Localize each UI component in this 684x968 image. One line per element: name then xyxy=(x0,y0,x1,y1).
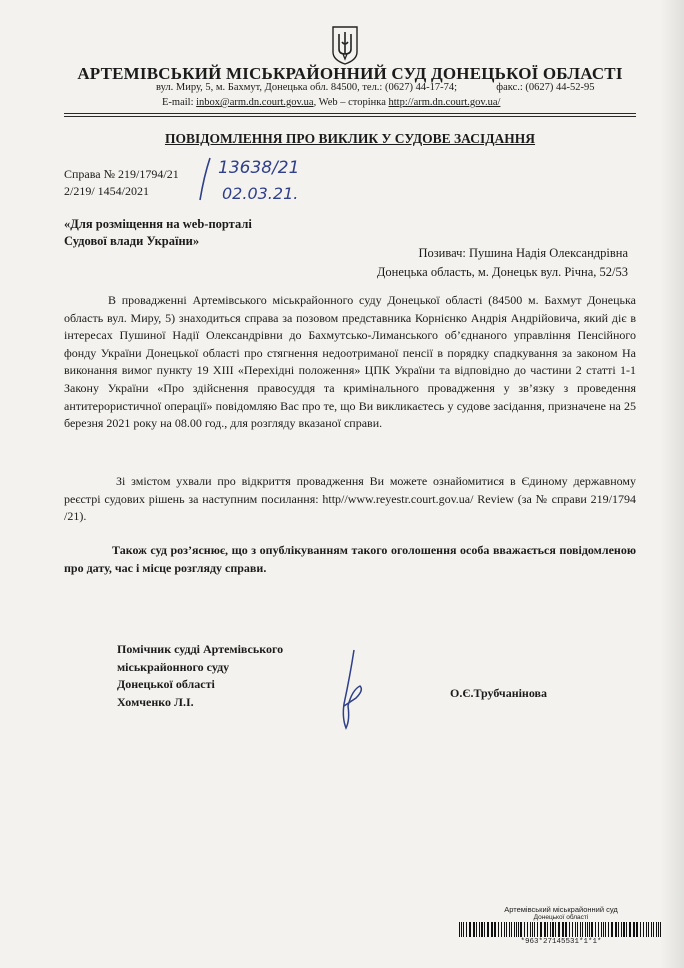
court-fax: факс.: (0627) 44-52-95 xyxy=(496,82,595,93)
barcode-bar xyxy=(623,922,625,937)
body-paragraph-2: Зі змістом ухвали про відкриття провадження Ви можете ознайомитися в Єдиному державному реєстрі судових рішень за наступним посилання: http//www.reyestr.court.gov.ua/ Review (за № справи 219/1794 /21). xyxy=(64,474,636,524)
barcode-bar xyxy=(611,922,613,937)
barcode-bar xyxy=(511,922,512,937)
header-rule-top xyxy=(64,113,636,114)
barcode-bar xyxy=(575,922,576,937)
barcode-bar xyxy=(603,922,604,937)
signatory-block xyxy=(117,641,283,711)
barcode-bar xyxy=(636,922,638,937)
barcode-bar xyxy=(608,922,609,937)
barcode-bar xyxy=(516,922,517,937)
barcode-bar xyxy=(547,922,548,937)
barcode-bar xyxy=(550,922,551,937)
barcode-bar xyxy=(595,922,596,937)
barcode-bar xyxy=(558,922,560,937)
barcode-bar xyxy=(498,922,499,937)
document-title: ПОВІДОМЛЕННЯ ПРО ВИКЛИК У СУДОВЕ ЗАСІДАННЯ xyxy=(164,131,536,146)
barcode-bar xyxy=(569,922,570,937)
signatory-line-2: міськрайонного суду xyxy=(117,659,230,674)
barcode-bar xyxy=(640,922,641,937)
barcode-bar xyxy=(646,922,647,937)
barcode-bar xyxy=(506,922,507,937)
barcode-bar xyxy=(618,922,619,937)
barcode-bar xyxy=(476,922,477,937)
plaintiff-name: Позивач: Пушина Надія Олександрівна xyxy=(418,246,628,260)
body-paragraph-1: В провадженні Артемівського міськрайонного суду Донецької області (84500 м. Бахмут Донецька область вул. Миру, 5) знаходиться справа за позовом представника Корнієнко Андрія Андрійовича, який діє в інтересах Пушиної Надії Олександрівни до Бахмутсько-Лиманського об’єднаного управління Пенсійного фонду України Донецької області про стягнення недоотриманої пенсії в порядку спадкування за законом На виконання вимог пункту 19 XIII «Перехідні положення» ЦПК України та відповідно до частини 2 статті 1-1 Закону України «Про здійснення правосуддя та кримінального провадження у зв’язку з проведення антитерористичної операції» повідомляю Вас про те, що Ви викликаєтесь у судове засідання, призначене на 25 березня 2021 року на 08.00 год., для розгляду вказаної справи. xyxy=(64,293,636,431)
barcode-bar xyxy=(537,922,538,937)
header-rule-bottom xyxy=(64,116,636,117)
barcode-bar xyxy=(651,922,652,937)
barcode-bar xyxy=(473,922,475,937)
barcode-bar xyxy=(572,922,573,937)
barcode-bar xyxy=(524,922,525,937)
signer-name: О.Є.Трубчанінова xyxy=(450,686,548,700)
barcode-bar xyxy=(615,922,617,937)
email-link[interactable]: inbox@arm.dn.court.gov.ua xyxy=(196,97,314,108)
barcode-bar xyxy=(648,922,649,937)
barcode-bar xyxy=(633,922,635,937)
handwritten-slash-stroke xyxy=(196,156,216,202)
barcode-bar xyxy=(501,922,502,937)
barcode-bar xyxy=(514,922,515,937)
barcode-bar xyxy=(532,922,533,937)
barcode-bar xyxy=(552,922,554,937)
barcode-number: *963*27145531*1*1* xyxy=(520,938,602,946)
barcode-bar xyxy=(469,922,471,937)
barcode-bar xyxy=(520,922,522,937)
barcode-bar xyxy=(463,922,464,937)
signatory-line-4: Хомченко Л.І. xyxy=(117,694,194,709)
barcode-bar xyxy=(562,922,564,937)
barcode-bar xyxy=(487,922,489,937)
barcode-bar xyxy=(621,922,622,937)
court-address: вул. Миру, 5, м. Бахмут, Донецька обл. 84500, тел.: (0627) 44-17-74; xyxy=(156,82,458,93)
barcode-bar xyxy=(598,922,599,937)
barcode-bar xyxy=(587,922,588,937)
barcode-bar xyxy=(481,922,483,937)
plaintiff-block xyxy=(377,244,628,282)
barcode-bar xyxy=(565,922,567,937)
barcode-bar xyxy=(540,922,542,937)
barcode-bar xyxy=(585,922,586,937)
barcode-court: Артемівський міськрайонний суд xyxy=(504,905,618,914)
barcode-bar xyxy=(656,922,657,937)
trident-emblem-icon xyxy=(330,24,360,66)
barcode-bar xyxy=(555,922,556,937)
handwritten-registration-number: 13638/21 xyxy=(218,158,300,178)
barcode-bar xyxy=(629,922,631,937)
barcode-bar xyxy=(577,922,578,937)
portal-note xyxy=(64,216,252,250)
plaintiff-address: Донецька область, м. Донецьк вул. Річна, 52/53 xyxy=(376,265,628,279)
barcode-bar xyxy=(591,922,593,937)
barcode-bar xyxy=(605,922,606,937)
barcode-bar xyxy=(527,922,528,937)
barcode-bar xyxy=(601,922,602,937)
barcode-bar xyxy=(660,922,661,937)
portal-note-line1: «Для розміщення на web-порталі xyxy=(64,217,252,231)
signatory-line-3: Донецької області xyxy=(117,677,215,691)
portal-note-line2: Судової влади України» xyxy=(64,234,200,248)
barcode-bar xyxy=(658,922,659,937)
online-contacts-line xyxy=(162,97,500,108)
body-paragraph-3: Також суд роз’яснює, що з опублікуванням такого оголошення особа вважається повідомленою про дату, час і місце розгляду справи. xyxy=(64,543,636,575)
barcode-bar xyxy=(653,922,654,937)
barcode-bar xyxy=(580,922,581,937)
barcode-bar xyxy=(504,922,505,937)
web-link[interactable]: http://arm.dn.court.gov.ua/ xyxy=(388,97,501,108)
barcode-bar xyxy=(479,922,480,937)
barcode-bars-icon xyxy=(459,922,663,937)
barcode-bar xyxy=(461,922,462,937)
barcode-label xyxy=(455,905,667,955)
barcode-bar xyxy=(589,922,590,937)
case-number: Справа № 219/1794/21 xyxy=(64,167,179,181)
signatory-line-1: Помічник судді Артемівського xyxy=(117,642,284,656)
barcode-bar xyxy=(509,922,510,937)
handwritten-date: 02.03.21. xyxy=(222,184,299,203)
barcode-bar xyxy=(534,922,535,937)
barcode-bar xyxy=(459,922,460,937)
case-info xyxy=(64,166,179,200)
barcode-bar xyxy=(544,922,546,937)
barcode-bar xyxy=(518,922,519,937)
email-label: E-mail: xyxy=(162,97,197,108)
handwritten-signature xyxy=(330,646,370,736)
barcode-region: Донецької області xyxy=(533,914,589,921)
barcode-bar xyxy=(494,922,496,937)
barcode-bar xyxy=(643,922,644,937)
barcode-bar xyxy=(530,922,531,937)
barcode-bar xyxy=(582,922,583,937)
barcode-bar xyxy=(491,922,493,937)
court-name: АРТЕМІВСЬКИЙ МІСЬКРАЙОННИЙ СУД ДОНЕЦЬКОЇ ОБЛАСТІ xyxy=(77,64,623,83)
barcode-bar xyxy=(626,922,627,937)
web-label: , Web – сторінка xyxy=(313,97,389,108)
barcode-bar xyxy=(466,922,467,937)
proceeding-number: 2/219/ 1454/2021 xyxy=(64,184,150,198)
address-line xyxy=(156,82,595,93)
barcode-bar xyxy=(484,922,485,937)
